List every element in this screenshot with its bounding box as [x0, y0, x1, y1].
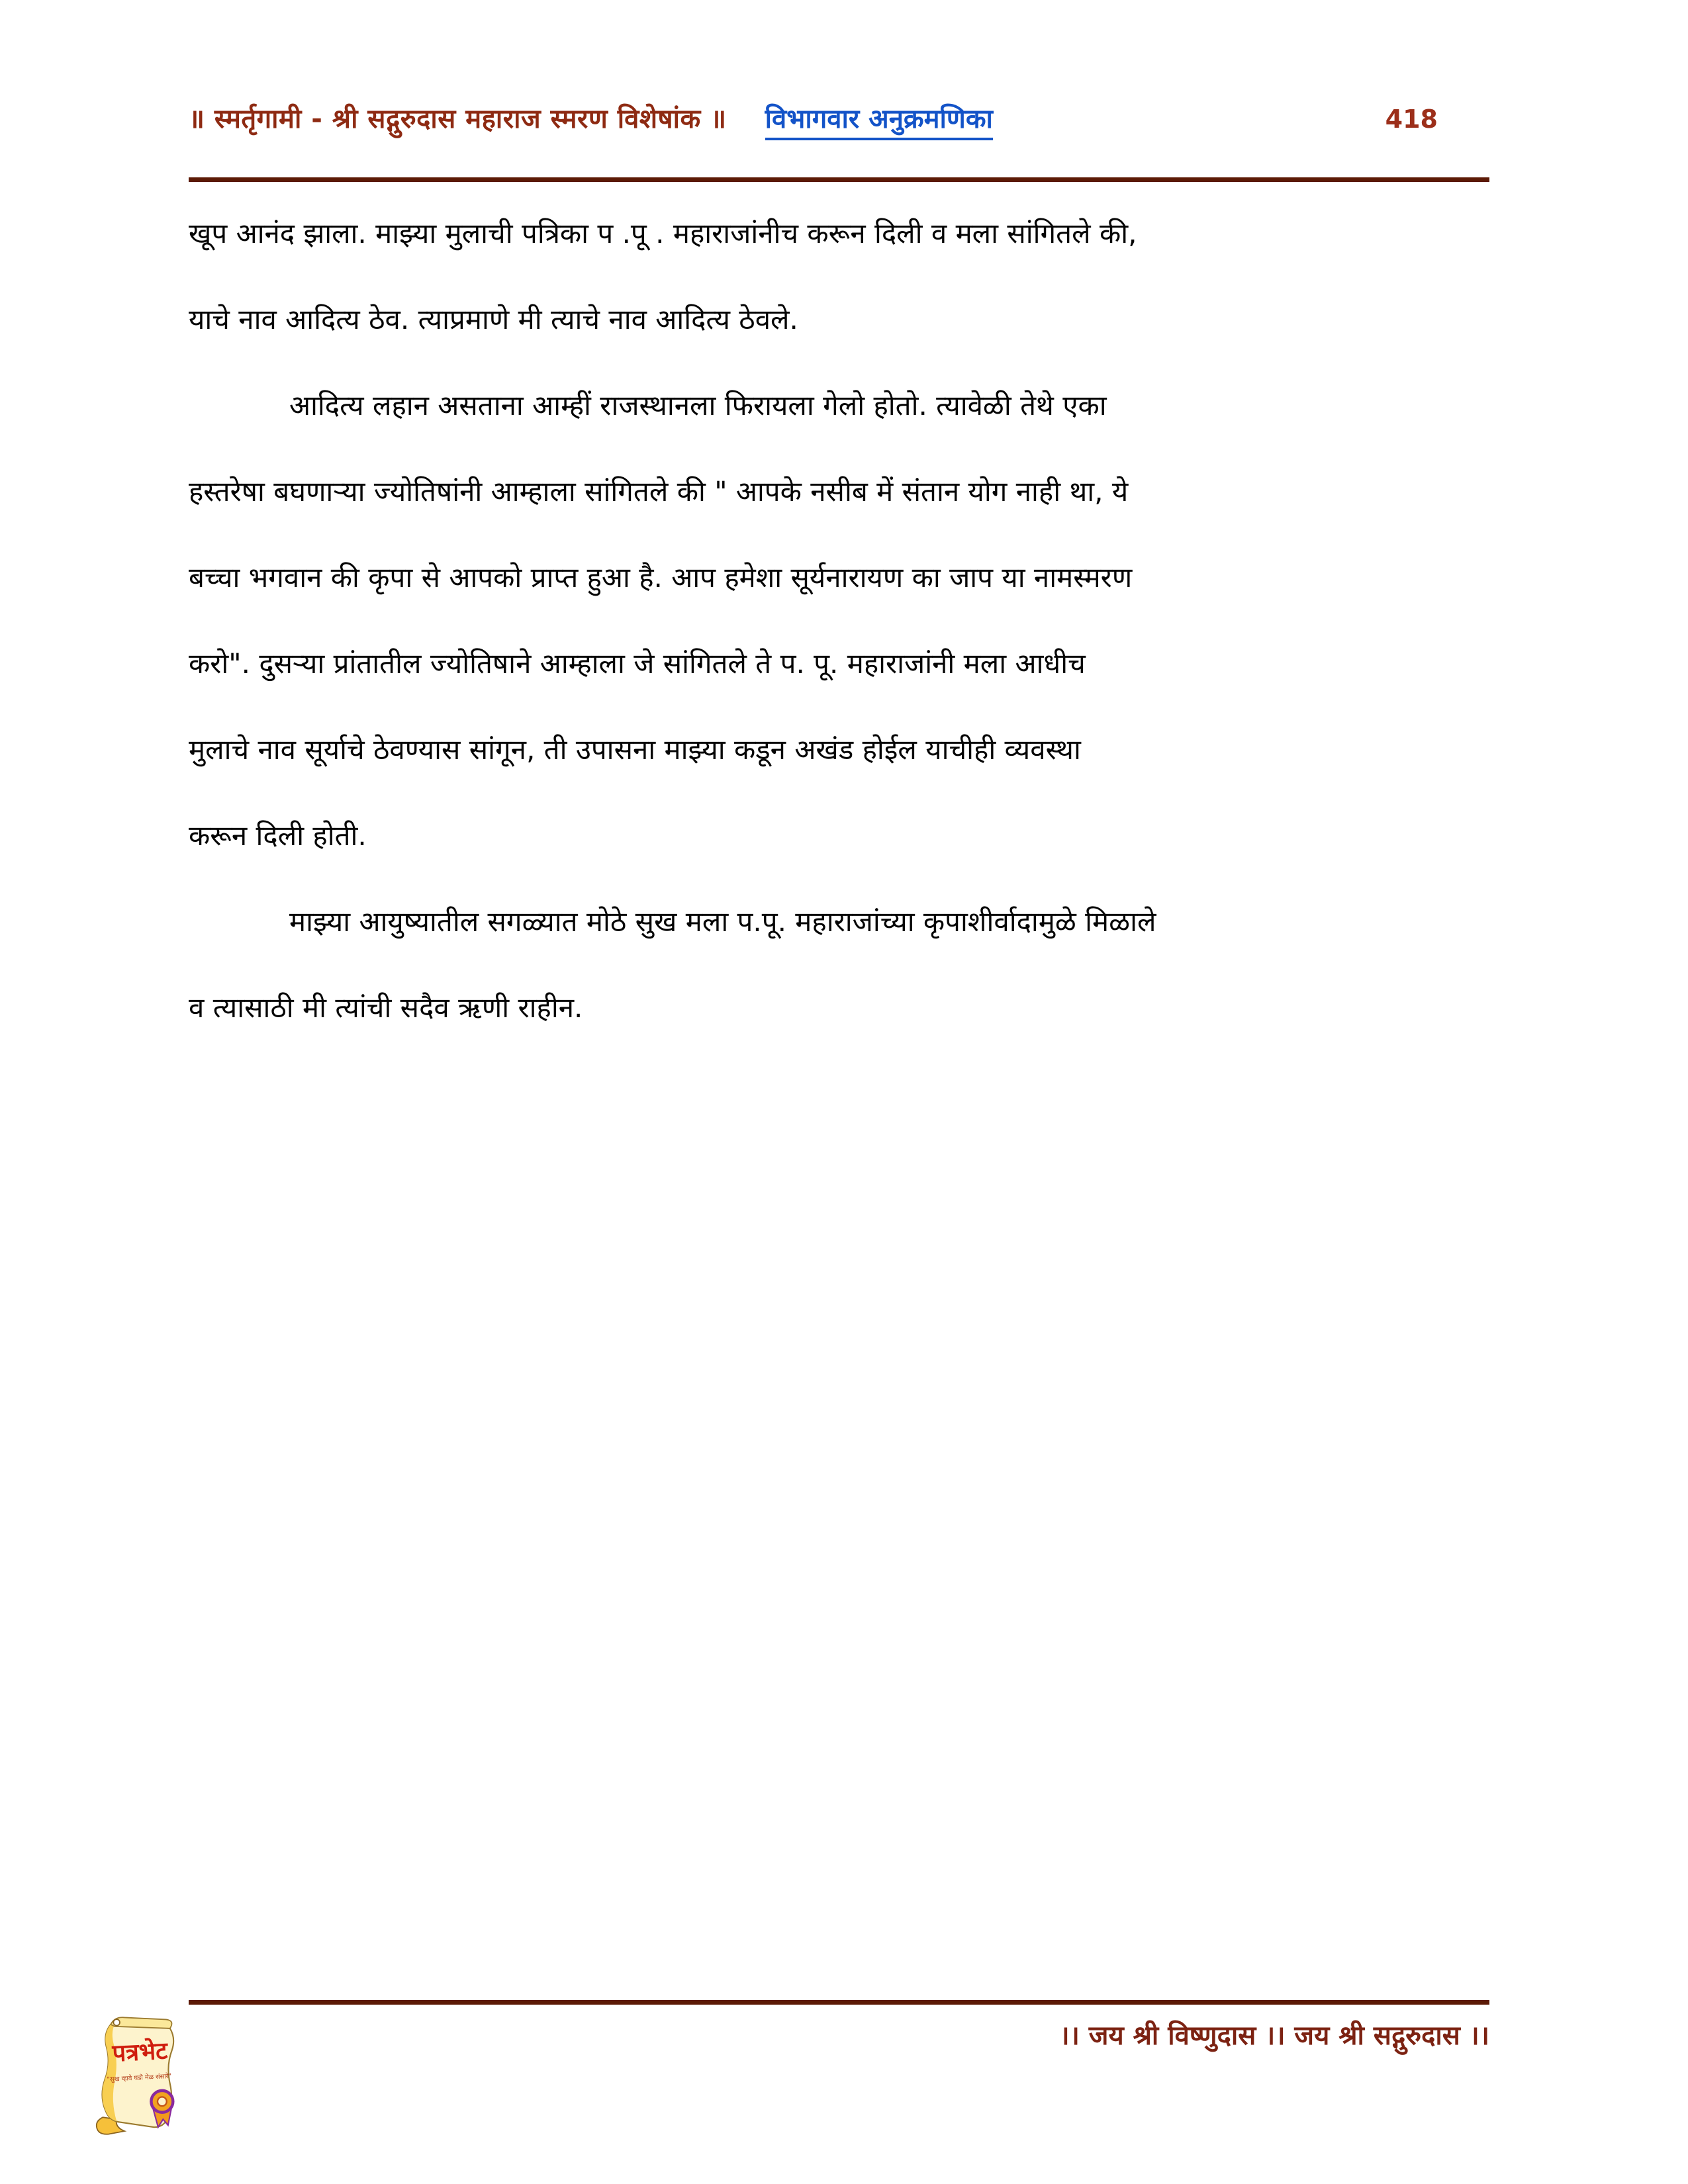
text-line: माझ्या आयुष्यातील सगळ्यात मोठे सुख मला प.पू. महाराजांच्या कृपाशीर्वादामुळे मिळाले	[289, 905, 1156, 938]
text-line: खूप आनंद झाला. माझ्या मुलाची पत्रिका प .पू . महाराजांनीच करून दिली व मला सांगितले की,	[189, 217, 1137, 250]
page-title: ॥ स्मर्तृगामी - श्री सद्गुरुदास महाराज स्मरण विशेषांक ॥	[189, 104, 727, 134]
text-line: मुलाचे नाव सूर्याचे ठेवण्यास सांगून, ती उपासना माझ्या कडून अखंड होईल याचीही व्यवस्था	[189, 733, 1081, 766]
footer-rule	[189, 2000, 1489, 2005]
text-line: आदित्य लहान असताना आम्हीं राजस्थानला फिरायला गेलो होतो. त्यावेळी तेथे एका	[289, 389, 1107, 422]
patrabhet-logo	[81, 2011, 204, 2147]
footer-blessing: ।। जय श्री विष्णुदास ।। जय श्री सद्गुरुदास ।।	[1059, 2021, 1489, 2051]
scroll-icon	[81, 2011, 204, 2147]
text-line: हस्तरेषा बघणाऱ्या ज्योतिषांनी आम्हाला सांगितले की " आपके नसीब में संतान योग नाही था, ये	[189, 475, 1129, 508]
header	[189, 99, 1489, 140]
text-line: याचे नाव आदित्य ठेव. त्याप्रमाणे मी त्याचे नाव आदित्य ठेवले.	[189, 303, 798, 336]
logo-title: पत्रभेट	[111, 2037, 169, 2068]
toc-link[interactable]: विभागवार अनुक्रमणिका	[765, 99, 993, 140]
text-line: करून दिली होती.	[189, 819, 367, 852]
header-rule	[189, 177, 1489, 182]
document-body-text	[189, 191, 1506, 1051]
text-line: करो". दुसऱ्या प्रांतातील ज्योतिषाने आम्हाला जे सांगितले ते प. पू. महाराजांनी मला आधीच	[189, 647, 1086, 680]
logo-tagline: "सुख व्हावे घडो मेळ संसारे"	[107, 2072, 172, 2084]
text-line: बच्चा भगवान की कृपा से आपको प्राप्त हुआ है. आप हमेशा सूर्यनारायण का जाप या नामस्मरण	[189, 561, 1133, 594]
page-number: 418	[1385, 105, 1438, 134]
text-line: व त्यासाठी मी त्यांची सदैव ऋणी राहीन.	[189, 991, 583, 1024]
